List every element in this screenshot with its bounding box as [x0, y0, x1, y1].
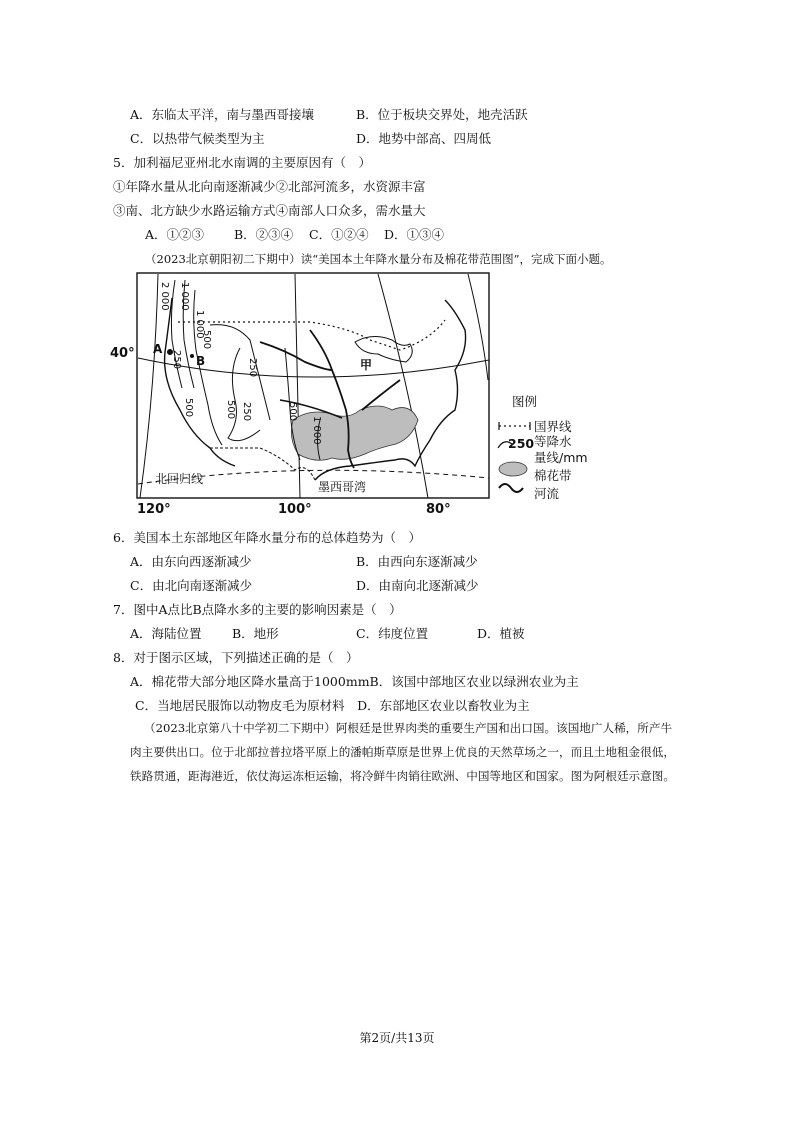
q5-line1: ①年降水量从北向南逐渐减少②北部河流多，水资源丰富 — [113, 179, 426, 194]
q5-option-c: C．①②④ — [309, 227, 369, 242]
legend-isohyet-label-1: 等降水 — [534, 434, 572, 449]
q5-line2: ③南、北方缺少水路运输方式④南部人口众多，需水量大 — [113, 203, 426, 218]
q6-option-c: C．由北向南逐渐减少 — [130, 578, 253, 593]
q8-line1: A．棉花带大部分地区降水量高于1000mmB．该国中部地区农业以绿洲农业为主 — [130, 674, 579, 689]
q5-stem: 5．加利福尼亚州北水南调的主要原因有（ ） — [113, 155, 371, 170]
meridian-120 — [140, 274, 158, 498]
legend-border-label: 国界线 — [534, 419, 572, 434]
isohyet-label-1000-b: 1 000 — [194, 310, 205, 339]
q8-line2: C．当地居民服饰以动物皮毛为原材料 D．东部地区农业以畜牧业为主 — [135, 698, 530, 713]
q5-option-d: D．①③④ — [384, 227, 445, 242]
q7-option-d: D．植被 — [477, 626, 525, 641]
meridian-100 — [295, 274, 300, 498]
isohyet-label-1000-c: 1 000 — [311, 416, 322, 445]
legend-symbols — [498, 422, 530, 492]
isohyet-label-250-c: 250 — [241, 402, 252, 422]
q6-option-b: B．由西向东逐渐减少 — [356, 554, 478, 569]
meridian-90 — [378, 274, 428, 498]
isohyet-label-500-c: 500 — [225, 400, 236, 420]
q4-option-b: B．位于板块交界处，地壳活跃 — [356, 107, 528, 122]
legend-isohyet-value: 250 — [508, 436, 535, 451]
lon-label-100: 100° — [278, 502, 312, 517]
legend-isohyet-label-2: 量线/mm — [534, 450, 588, 465]
q6-option-a: A．由东向西逐渐减少 — [130, 554, 252, 569]
intro-1: （2023北京朝阳初二下期中）读“美国本土年降水量分布及棉花带范围图”，完成下面小题。 — [145, 252, 612, 266]
q7-stem: 7．图中A点比B点降水多的主要的影响因素是（ ） — [113, 602, 402, 617]
q5-option-b: B．②③④ — [234, 227, 294, 242]
tropic-label: 北回归线 — [155, 472, 204, 486]
river-ohio — [362, 380, 400, 410]
jia-label: 甲 — [360, 358, 373, 372]
q4-option-d: D．地势中部高、四周低 — [356, 131, 492, 146]
q7-option-a: A．海陆位置 — [130, 626, 202, 641]
meridian-80 — [468, 274, 488, 380]
isohyet-label-1000-a: 1 000 — [179, 282, 190, 311]
legend-cotton-label: 棉花带 — [534, 468, 572, 483]
isohyet-label-500-d: 500 — [287, 402, 298, 422]
lat-label-40: 40° — [110, 346, 135, 361]
gulf-label: 墨西哥湾 — [318, 480, 367, 494]
legend-title: 图例 — [512, 394, 538, 409]
q6-stem: 6．美国本土东部地区年降水量分布的总体趋势为（ ） — [113, 530, 421, 545]
point-b-label: B — [196, 354, 206, 368]
isohyet-label-500-b: 500 — [183, 398, 194, 418]
q8-stem: 8．对于图示区域，下列描述正确的是（ ） — [113, 650, 359, 665]
q4-option-a: A．东临太平洋，南与墨西哥接壤 — [130, 107, 315, 122]
intro-2: （2023北京第八十中学初二下期中）阿根廷是世界肉类的重要生产国和出口国。该国地广人稀，所产牛肉主要供出口。位于北部拉普拉塔平原上的潘帕斯草原是世界上优良的天然草场之一，而且土地租金很低，铁路贯通，距海港近，依仗海运冻柜运输，将冷鲜牛肉销往欧洲、中国等地区和国家。图为阿根廷示意图。 — [130, 721, 675, 783]
q4-option-c: C．以热带气候类型为主 — [130, 131, 265, 146]
lon-label-120: 120° — [137, 502, 171, 517]
lon-label-80: 80° — [426, 502, 451, 517]
isohyet-label-250-b: 250 — [247, 358, 258, 378]
isohyet-250 — [210, 325, 270, 420]
q6-option-d: D．由南向北逐渐减少 — [356, 578, 479, 593]
q7-option-b: B．地形 — [232, 626, 279, 641]
isohyet-label-500-a: 500 — [201, 330, 212, 350]
q7-option-c: C．纬度位置 — [356, 626, 429, 641]
legend-river-line — [499, 484, 523, 492]
q5-option-a: A．①②③ — [145, 227, 205, 242]
point-a-label: A — [153, 342, 163, 356]
page-footer: 第2页/共13页 — [359, 1031, 435, 1045]
isohyet-label-2000: 2 000 — [159, 282, 170, 311]
point-b-dot — [190, 354, 194, 358]
us-precipitation-map — [110, 270, 588, 520]
legend-river-label: 河流 — [534, 486, 560, 501]
legend-cotton-swatch — [499, 462, 527, 476]
isohyet-label-250-a: 250 — [171, 350, 182, 370]
